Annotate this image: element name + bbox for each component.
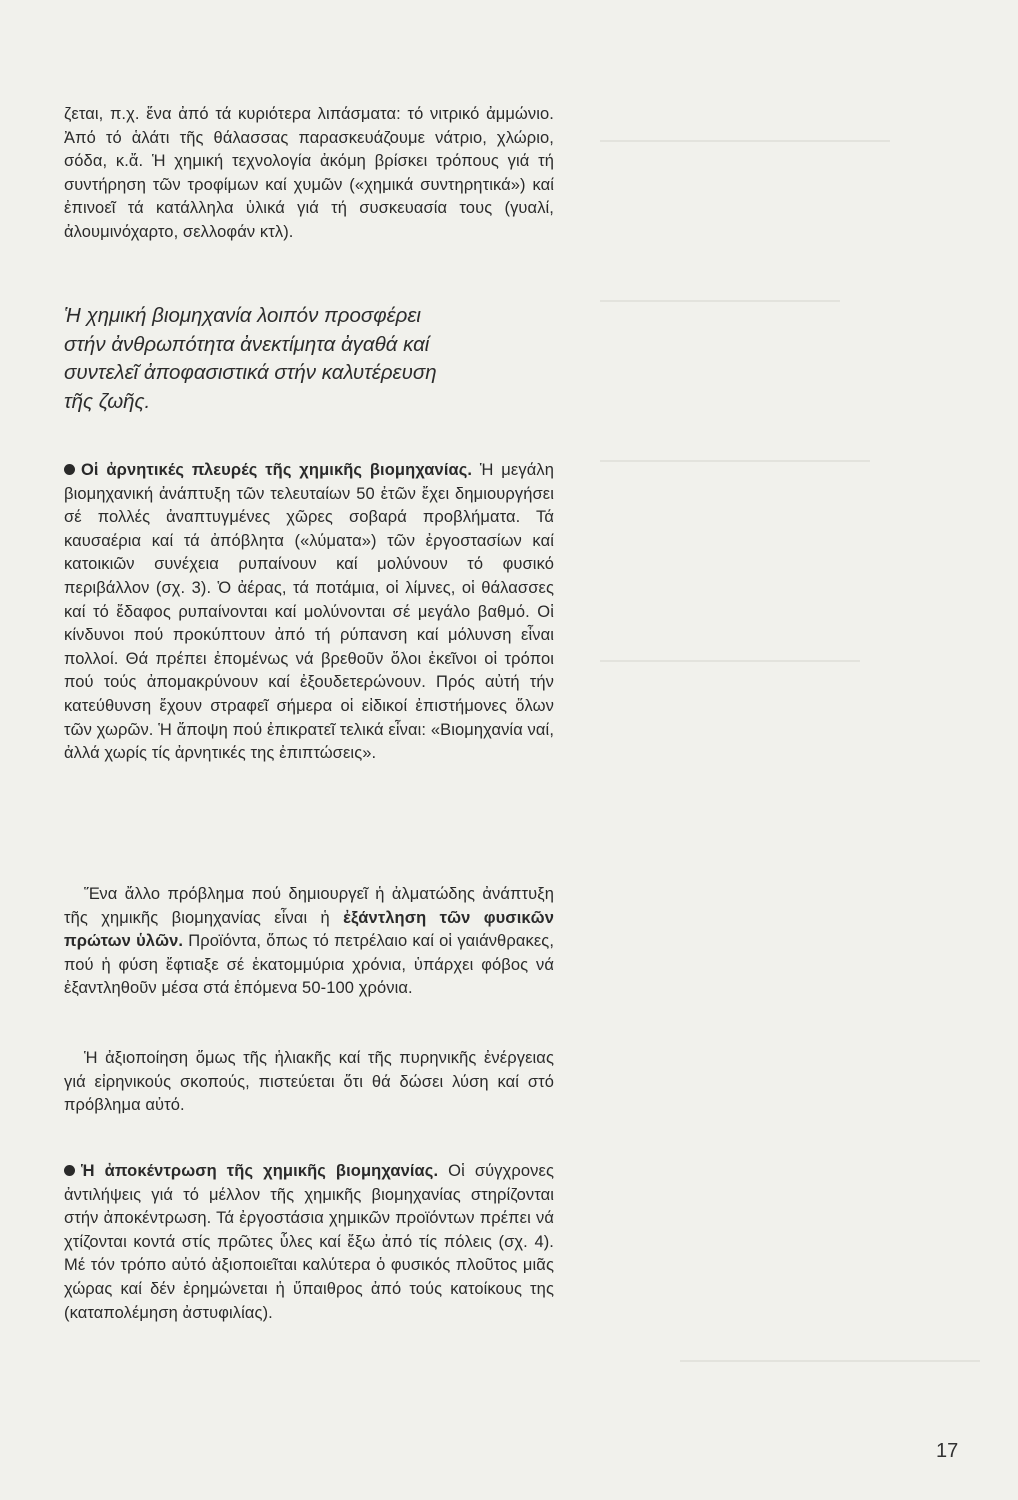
raw-materials-emphasis: ἐξάντληση τῶν φυσικῶν πρώτων ὑλῶν. [64, 908, 554, 951]
bleed-through-line [680, 1360, 980, 1362]
paragraph-energy [64, 1047, 554, 1118]
paragraph-raw-materials-text [64, 883, 554, 1001]
pull-quote [64, 302, 464, 416]
bullet-icon [64, 1165, 75, 1176]
bleed-through-line [600, 660, 860, 662]
paragraph-energy-text: Ἡ ἀξιοποίηση ὅμως τῆς ἡλιακῆς καί τῆς πυρηνικῆς ἐνέργειας γιά εἰρηνικούς σκοπούς, πιστεύεται ὅτι θά δώσει λύση καί στό πρόβλημα αὐτό. [64, 1049, 554, 1115]
section-heading-decentralization: Ἡ ἀποκέντρωση τῆς χημικῆς βιομηχανίας. [81, 1162, 439, 1180]
raw-materials-rest: Προϊόντα, ὅπως τό πετρέλαιο καί οἱ γαιάνθρακες, πού ἡ φύση ἔφτιαξε σέ ἑκατομμύρια χρόνια, ὑπάρχει φόβος νά ἐξαντληθοῦν μέσα στά ἑπόμενα 50-100 χρόνια. [64, 932, 555, 998]
text-column [64, 103, 554, 245]
bleed-through-line [600, 460, 870, 462]
section-decentralization-text [64, 1160, 554, 1325]
section-heading-negative-sides: Οἱ ἀρνητικές πλευρές τῆς χημικῆς βιομηχανίας. [81, 461, 473, 479]
section-negative-sides-body: Ἡ μεγάλη βιομηχανική ἀνάπτυξη τῶν τελευταίων 50 ἐτῶν ἔχει δημιουργήσει σέ πολλές ἀναπτυγμένες χῶρες σοβαρά προβλήματα. Τά καυσαέρια καί τά ἀπόβλητα («λύματα») τῶν ἐργοστασίων καί κατοικιῶν συνέχεια ρυπαίνουν καί μολύνουν τό φυσικό περιβάλλον (σχ. 3). Ὁ ἀέρας, τά ποτάμια, οἱ λίμνες, οἱ θάλασσες καί τό ἔδαφος ρυπαίνονται καί μολύνονται σέ μεγάλο βαθμό. Οἱ κίνδυνοι πού προκύπτουν ἀπό τή ρύπανση καί μόλυνση εἶναι πολλοί. Θά πρέπει ἐπομένως νά βρεθοῦν ὅλοι ἐκεῖνοι οἱ τρόποι πού τούς ἀπομακρύνουν καί ἐξουδετερώνουν. Πρός αὐτή τήν κατεύθυνση ἔχουν στραφεῖ σήμερα οἱ εἰδικοί ἐπιστήμονες ὅλων τῶν χωρῶν. Ἡ ἄποψη πού ἐπικρατεῖ τελικά εἶναι: «Βιομηχανία ναί, ἀλλά χωρίς τίς ἀρνητικές της ἐπιπτώσεις». [64, 461, 554, 763]
page-number: 17 [936, 1440, 959, 1462]
bullet-icon [64, 464, 75, 475]
paragraph-chemical-technology: ζεται, π.χ. ἕνα ἀπό τά κυριότερα λιπάσματα: τό νιτρικό ἀμμώνιο. Ἀπό τό ἁλάτι τῆς θάλασσας παρασκευάζουμε νάτριο, χλώριο, σόδα, κ.ἄ. Ἡ χημική τεχνολογία ἀκόμη βρίσκει τρόπους γιά τή συντήρηση τῶν τροφίμων καί χυμῶν («χημικά συντηρητικά») καί ἐπινοεῖ τά κατάλληλα ὑλικά γιά τή συσκευασία τους (γυαλί, ἀλουμινόχαρτο, σελλοφάν κτλ). [64, 105, 554, 241]
raw-materials-intro: Ἕνα ἄλλο πρόβλημα πού δημιουργεῖ ἡ ἀλματώδης ἀνάπτυξη τῆς χημικῆς βιομηχανίας εἶναι ἡ [64, 885, 554, 927]
paragraph-raw-materials [64, 883, 554, 1001]
bleed-through-line [600, 300, 840, 302]
section-decentralization [64, 1160, 554, 1325]
section-negative-sides-text [64, 459, 554, 766]
pull-quote-text: Ἡ χημική βιομηχανία λοιπόν προσφέρει στήν ἀνθρωπότητα ἀνεκτίμητα ἀγαθά καί συντελεῖ ἀποφασιστικά στήν καλυτέρευση τῆς ζωῆς. [64, 304, 437, 413]
bleed-through-line [600, 140, 890, 142]
section-decentralization-body: Οἱ σύγχρονες ἀντιλήψεις γιά τό μέλλον τῆς χημικῆς βιομηχανίας στηρίζονται στήν ἀποκέντρωση. Τά ἐργοστάσια χημικῶν προϊόντων πρέπει νά χτίζονται κοντά στίς πρῶτες ὗλες καί ἔξω ἀπό τίς πόλεις (σχ. 4). Μέ τόν τρόπο αὐτό ἀξιοποιεῖται καλύτερα ὁ φυσικός πλοῦτος μιᾶς χώρας καί δέν ἐρημώνεται ἡ ὕπαιθρος ἀπό τούς κατοίκους της (καταπολέμηση ἀστυφιλίας). [64, 1162, 554, 1322]
section-negative-sides [64, 459, 554, 766]
